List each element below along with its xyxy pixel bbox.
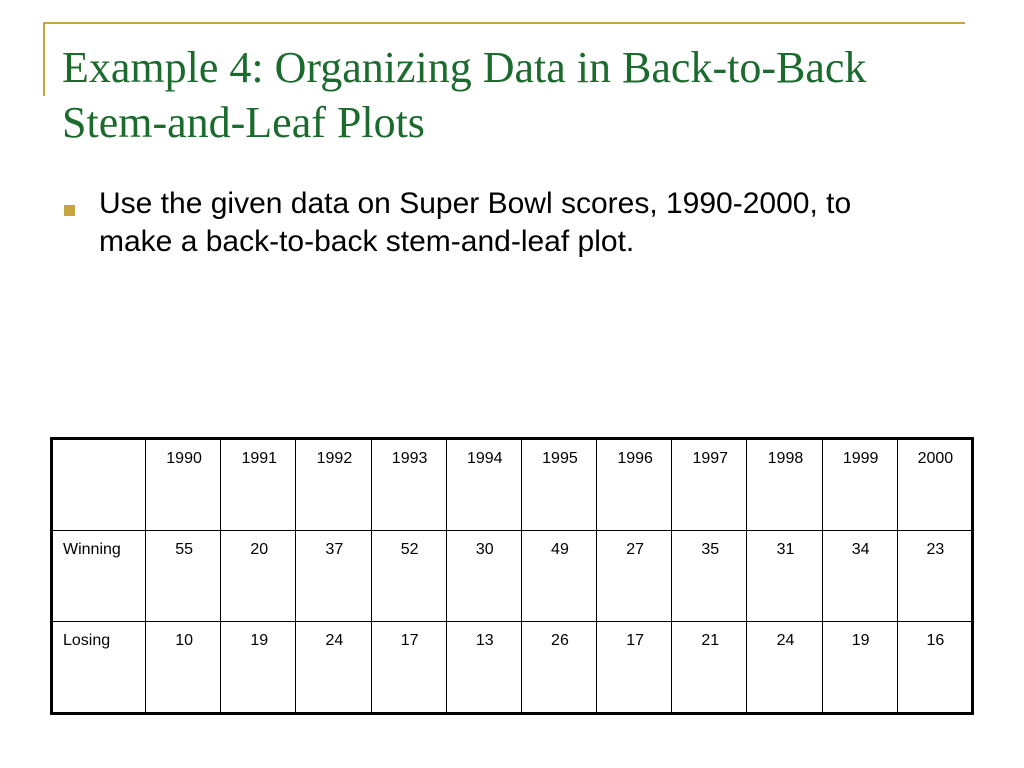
- year-header-cell: 1990: [146, 439, 221, 531]
- bullet-text: Use the given data on Super Bowl scores, 1990-2000, to make a back-to-back stem-and-leaf plot.: [99, 187, 852, 258]
- table-cell: 34: [822, 531, 897, 622]
- table-row-winning: [52, 531, 973, 622]
- year-header-cell: 1996: [597, 439, 672, 531]
- table-cell: 21: [672, 622, 747, 714]
- year-header-cell: 1993: [371, 439, 446, 531]
- scores-table: [50, 437, 974, 715]
- square-bullet-icon: [64, 205, 75, 216]
- row-label-winning: Winning: [52, 531, 146, 622]
- table-cell: 13: [446, 622, 521, 714]
- table-cell: 20: [221, 531, 296, 622]
- scores-table-container: [50, 437, 974, 715]
- row-label-losing: Losing: [52, 622, 146, 714]
- table-cell: 35: [672, 531, 747, 622]
- table-cell: 55: [146, 531, 221, 622]
- table-cell: 17: [371, 622, 446, 714]
- frame-accent-vertical: [43, 22, 45, 96]
- table-row-losing: [52, 622, 973, 714]
- table-cell: 26: [521, 622, 596, 714]
- table-cell: 19: [221, 622, 296, 714]
- year-header-cell: 1998: [747, 439, 822, 531]
- table-cell: 24: [747, 622, 822, 714]
- table-cell: 30: [446, 531, 521, 622]
- year-header-cell: 1997: [672, 439, 747, 531]
- slide-title: Example 4: Organizing Data in Back-to-Back Stem-and-Leaf Plots: [62, 43, 867, 147]
- year-header-cell: 1992: [296, 439, 371, 531]
- header-corner-cell: [52, 439, 146, 531]
- year-header-cell: 1994: [446, 439, 521, 531]
- table-cell: 27: [597, 531, 672, 622]
- year-header-cell: 1999: [822, 439, 897, 531]
- year-header-cell: 1991: [221, 439, 296, 531]
- year-header-cell: 2000: [897, 439, 972, 531]
- frame-accent-horizontal: [43, 22, 965, 24]
- table-cell: 10: [146, 622, 221, 714]
- table-cell: 17: [597, 622, 672, 714]
- table-cell: 31: [747, 531, 822, 622]
- table-cell: 16: [897, 622, 972, 714]
- table-cell: 19: [822, 622, 897, 714]
- table-cell: 37: [296, 531, 371, 622]
- table-cell: 23: [897, 531, 972, 622]
- table-header-row: [52, 439, 973, 531]
- table-cell: 24: [296, 622, 371, 714]
- table-cell: 49: [521, 531, 596, 622]
- table-cell: 52: [371, 531, 446, 622]
- year-header-cell: 1995: [521, 439, 596, 531]
